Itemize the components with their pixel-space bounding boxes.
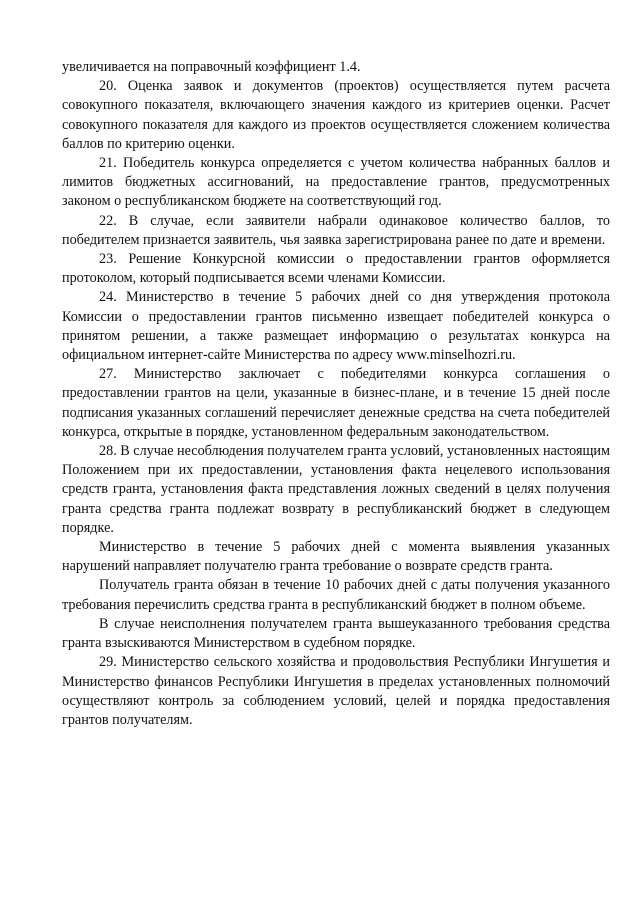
paragraph-20: 20. Оценка заявок и документов (проектов) осуществляется путем расчета совокупного показателя, включающего значения каждого из критериев оценки. Расчет совокупного показателя для каждого из проектов осуществляется сложением количества баллов по критерию оценки. [62,78,610,152]
paragraph-continuation: увеличивается на поправочный коэффициент 1.4. [62,59,361,75]
paragraph-27: 27. Министерство заключает с победителями конкурса соглашения о предоставлении грантов на цели, указанные в бизнес-плане, и в течение 15 дней после подписания указанных соглашений перечисляет денежные средства на счета победителей конкурса, открытые в порядке, установленном федеральным законодательством. [62,366,610,440]
document-page [62,58,610,730]
paragraph-24: 24. Министерство в течение 5 рабочих дней со дня утверждения протокола Комиссии о предоставлении грантов письменно извещает победителей конкурса о принятом решении, а также размещает информацию о результатах конкурса на официальном интернет-сайте Министерства по адресу www.minselhozri.ru. [62,289,610,364]
paragraph-29: 29. Министерство сельского хозяйства и продовольствия Республики Ингушетия и Министерство финансов Республики Ингушетия в пределах установленных полномочий осуществляют контроль за соблюдением условий, целей и порядка предоставления грантов получателям. [62,654,610,728]
paragraph-28: 28. В случае несоблюдения получателем гранта условий, установленных настоящим Положением при их предоставлении, установления факта нецелевого использования средств гранта, установления факта представления ложных сведений в целях получения гранта средства гранта подлежат возврату в республиканский бюджет в следующем порядке. [62,443,611,536]
paragraph-28-court-recovery: В случае неисполнения получателем гранта вышеуказанного требования средства гранта взыскиваются Министерством в судебном порядке. [62,615,610,652]
paragraph-22: 22. В случае, если заявители набрали одинаковое количество баллов, то победителем признается заявитель, чья заявка зарегистрирована ранее по дате и времени. [62,212,610,248]
paragraph-21: 21. Победитель конкурса определяется с учетом количества набранных баллов и лимитов бюджетных ассигнований, на предоставление грантов, предусмотренных законом о республиканском бюджете на соответствующий год. [62,155,610,210]
paragraph-23: 23. Решение Конкурсной комиссии о предоставлении грантов оформляется протоколом, который подписывается всеми членами Комиссии. [62,251,610,287]
paragraph-28-recipient-obligation: Получатель гранта обязан в течение 10 рабочих дней с даты получения указанного требования перечислить средства гранта в республиканский бюджет в полном объеме. [62,577,610,613]
paragraph-28-ministry-notice: Министерство в течение 5 рабочих дней с момента выявления указанных нарушений направляет получателю гранта требование о возврате средств гранта. [62,539,610,575]
